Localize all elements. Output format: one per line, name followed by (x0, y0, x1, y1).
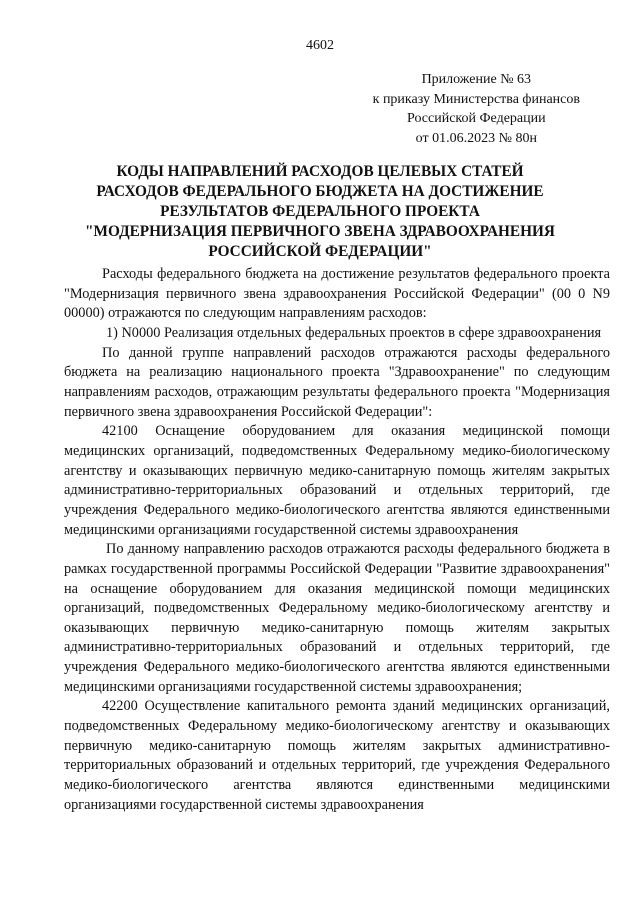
title-line: КОДЫ НАПРАВЛЕНИЙ РАСХОДОВ ЦЕЛЕВЫХ СТАТЕЙ (116, 163, 524, 180)
appendix-block (373, 70, 580, 148)
document-body (64, 265, 610, 815)
title-line: РОССИЙСКОЙ ФЕДЕРАЦИИ" (208, 243, 432, 260)
appendix-order: к приказу Министерства финансов (372, 91, 580, 107)
appendix-country: Российской Федерации (407, 111, 546, 126)
code-42100-paragraph: 42100 Оснащение оборудованием для оказания медицинской помощи медицинских организаций, подведомственных Федеральному медико-биологическому агентству и оказывающих первичную медико-санитарную помощь жителям закрытых административно-территориальных образований и отдельных территорий, где учреждения Федерального медико-биологического агентства являются единственными медицинскими организациями государственной системы здравоохранения (64, 423, 610, 538)
title-line: РАСХОДОВ ФЕДЕРАЛЬНОГО БЮДЖЕТА НА ДОСТИЖЕНИЕ (96, 183, 544, 200)
title-line: "МОДЕРНИЗАЦИЯ ПЕРВИЧНОГО ЗВЕНА ЗДРАВООХРАНЕНИЯ (85, 223, 555, 240)
appendix-date: от 01.06.2023 № 80н (415, 130, 537, 146)
list-item-n0000: 1) N0000 Реализация отдельных федеральных проектов в сфере здравоохранения (106, 324, 602, 341)
intro-paragraph: Расходы федерального бюджета на достижение результатов федерального проекта "Модернизация первичного звена здравоохранения Российской Федерации" (00 0 N9 00000) отражаются по следующим направлениям расходов: (64, 266, 610, 322)
title-line: РЕЗУЛЬТАТОВ ФЕДЕРАЛЬНОГО ПРОЕКТА (160, 203, 480, 220)
document-title (60, 162, 580, 262)
appendix-number: Приложение № 63 (421, 72, 532, 87)
code-42200-paragraph: 42200 Осуществление капитального ремонта зданий медицинских организаций, подведомственных Федеральному медико-биологическому агентству и оказывающих первичную медико-санитарную помощь жителям закрытых административно-территориальных образований и отдельных территорий, где учреждения Федерального медико-биологического агентства являются единственными медицинскими организациями государственной системы здравоохранения (64, 698, 610, 813)
code-42100-description-paragraph: По данному направлению расходов отражаются расходы федерального бюджета в рамках государственной программы Российской Федерации "Развитие здравоохранения" на оснащение оборудованием для оказания медицинской помощи медицинских организаций, подведомственных Федеральному медико-биологическому агентству и оказывающих первичную медико-санитарную помощь жителям закрытых административно-территориальных образований и отдельных территорий, где учреждения Федерального медико-биологического агентства являются единственными медицинскими организациями государственной системы здравоохранения; (64, 541, 610, 695)
group-description-paragraph: По данной группе направлений расходов отражаются расходы федерального бюджета на реализацию национального проекта "Здравоохранение" по следующим направлениям расходов, отражающим результаты федерального проекта "Модернизация первичного звена здравоохранения Российской Федерации": (64, 344, 610, 420)
page-number: 4602 (306, 38, 334, 53)
